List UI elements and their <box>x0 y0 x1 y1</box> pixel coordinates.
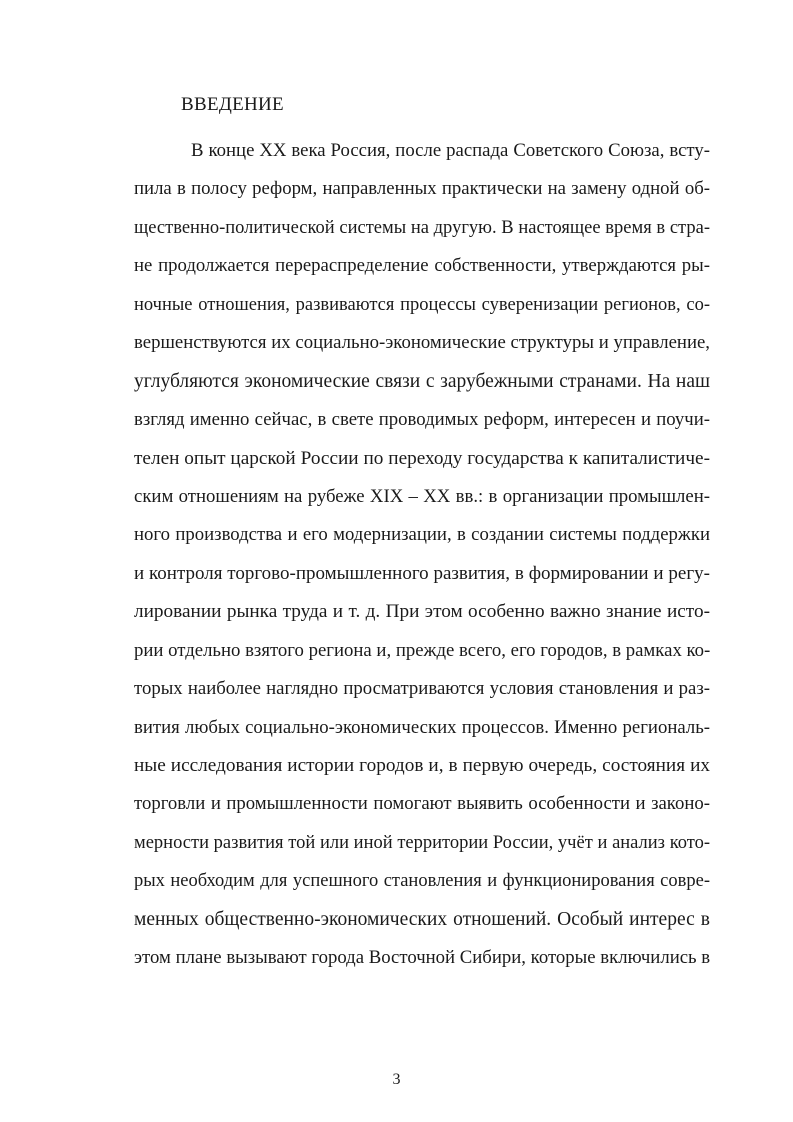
text-line: и контроля торгово-промышленного развития, в формировании и регу- <box>134 562 710 584</box>
text-line: углубляются экономические связи с зарубежными странами. На наш <box>134 370 710 392</box>
text-line: не продолжается перераспределение собственности, утверждаются ры- <box>134 255 710 277</box>
text-line: пила в полосу реформ, направленных практически на замену одной об- <box>134 178 710 200</box>
section-heading: ВВЕДЕНИЕ <box>181 94 284 115</box>
text-line: ные исследования истории городов и, в первую очередь, состояния их <box>134 755 710 776</box>
text-line: В конце XX века Россия, после распада Советского Союза, всту- <box>191 140 710 161</box>
text-line: рии отдельно взятого региона и, прежде всего, его городов, в рамках ко- <box>134 639 711 661</box>
text-line: вития любых социально-экономических процессов. Именно региональ- <box>134 716 710 738</box>
text-line: ским отношениям на рубеже XIX – XX вв.: в организации промышлен- <box>134 485 710 507</box>
page-number: 3 <box>392 1071 401 1088</box>
text-line: телен опыт царской России по переходу государства к капиталистиче- <box>134 447 710 469</box>
text-line: ного производства и его модернизации, в создании системы поддержки <box>134 524 710 546</box>
text-line: этом плане вызывают города Восточной Сибири, которые включились в <box>134 947 711 969</box>
text-line: ночные отношения, развиваются процессы суверенизации регионов, со- <box>134 294 710 315</box>
text-line: рых необходим для успешного становления и функционирования совре- <box>134 871 710 892</box>
body-text <box>134 138 710 984</box>
text-line: мерности развития той или иной территории России, учёт и анализ кото- <box>134 832 710 853</box>
text-line: торых наиболее наглядно просматриваются условия становления и раз- <box>134 678 710 700</box>
text-line: торговли и промышленности помогают выявить особенности и законо- <box>134 793 710 815</box>
text-line: менных общественно-экономических отношений. Особый интерес в <box>134 908 710 930</box>
text-line: щественно-политической системы на другую. В настоящее время в стра- <box>134 217 710 238</box>
text-line: взгляд именно сейчас, в свете проводимых реформ, интересен и поучи- <box>134 409 710 431</box>
text-line: вершенствуются их социально-экономические структуры и управление, <box>134 332 710 354</box>
text-line: лировании рынка труда и т. д. При этом особенно важно знание исто- <box>134 601 710 623</box>
